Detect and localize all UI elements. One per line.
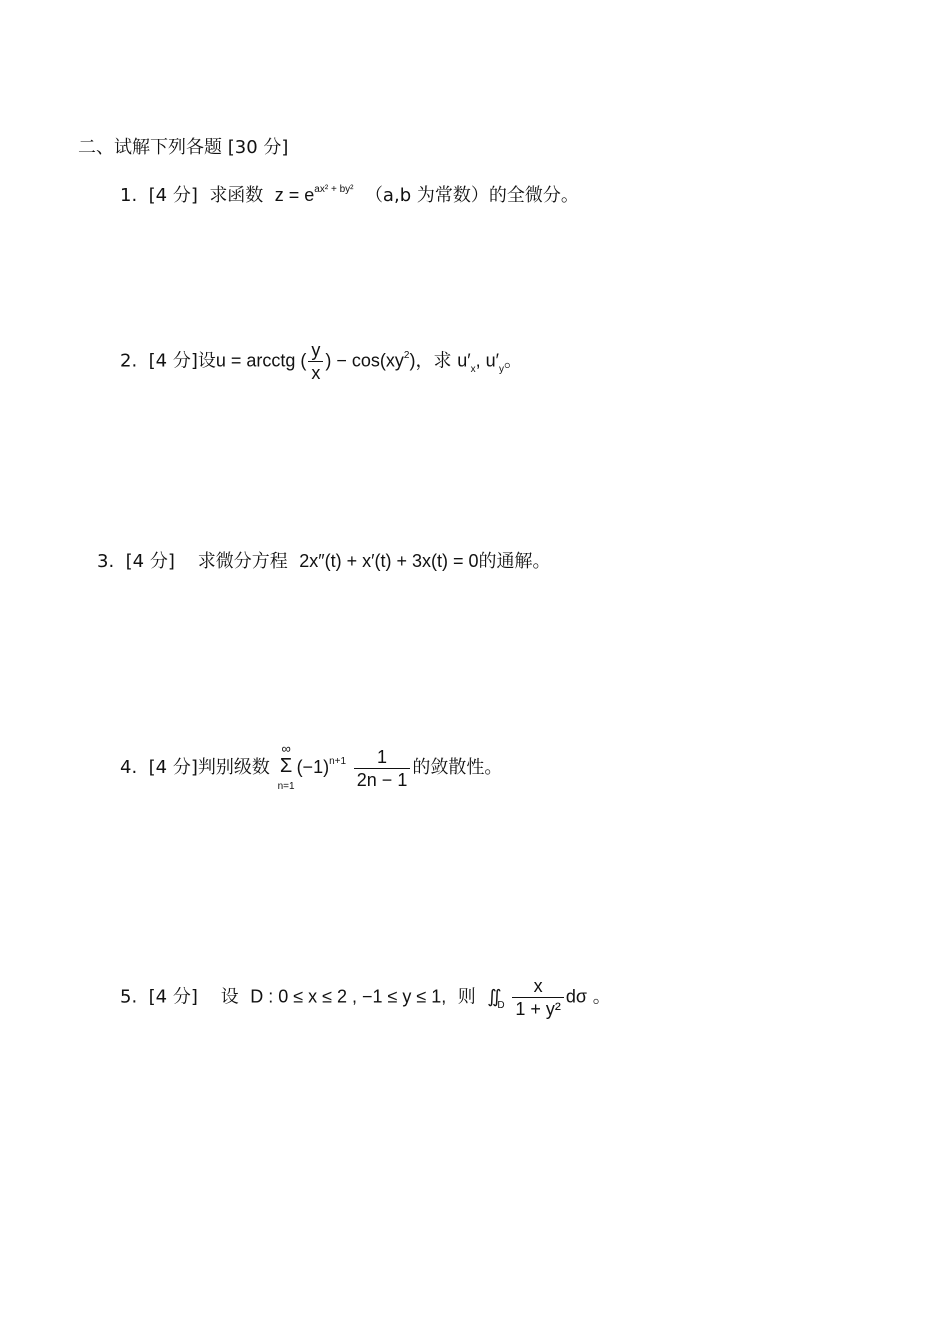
- fraction-denominator: 1 + y²: [515, 999, 561, 1019]
- formula-exponent: ax² + by²: [314, 184, 354, 195]
- problem-text: 求函数: [209, 185, 264, 206]
- problem-3: [97, 550, 551, 573]
- problem-number: 2.: [120, 350, 138, 372]
- problem-number: 4.: [120, 757, 138, 778]
- summation-sigma: Σ: [279, 755, 293, 777]
- double-integral-symbol: ∬: [487, 986, 498, 1007]
- problem-text: 设: [197, 350, 216, 372]
- problem-number: 5.: [120, 986, 138, 1008]
- problem-points: [4 分]: [125, 551, 175, 572]
- problem-4: [120, 742, 502, 794]
- formula-close: ): [409, 350, 416, 371]
- problem-2: [120, 340, 522, 383]
- problem-points: [4 分]: [148, 350, 198, 372]
- problem-text: 求微分方程: [197, 551, 288, 572]
- fraction-numerator: y: [308, 340, 323, 362]
- problem-text-after: 的通解。: [478, 551, 551, 572]
- d-sigma: dσ: [565, 986, 588, 1007]
- problem-1: [120, 184, 579, 210]
- problem-points: [4 分]: [148, 185, 198, 206]
- summation-lower: n=1: [277, 781, 295, 792]
- formula-u: u = arcctg (: [215, 350, 307, 371]
- problem-ask: ，求: [415, 350, 452, 372]
- problem-text: 判别级数: [197, 757, 270, 778]
- formula-cos: ) − cos(xy: [325, 350, 404, 371]
- partial-uy-subscript: y: [499, 363, 504, 375]
- fraction-numerator: 1: [354, 747, 411, 769]
- summation: [278, 742, 295, 794]
- partial-ux-subscript: x: [470, 363, 476, 375]
- problem-then: 则: [457, 986, 476, 1008]
- differential-equation: 2x″(t) + x′(t) + 3x(t) = 0: [299, 551, 479, 571]
- domain-definition: D : 0 ≤ x ≤ 2 , −1 ≤ y ≤ 1,: [250, 986, 447, 1007]
- problem-end: 。: [592, 986, 611, 1008]
- problem-points: [4 分]: [148, 757, 198, 778]
- partial-ux: u′: [457, 350, 471, 371]
- fraction-denominator: 2n − 1: [356, 769, 408, 790]
- fraction-numerator: x: [512, 976, 564, 998]
- problem-end: 。: [504, 350, 522, 372]
- problem-text: 设: [220, 986, 239, 1008]
- problem-text-after: （a,b 为常数）的全微分。: [364, 185, 579, 206]
- series-exponent: n+1: [329, 756, 347, 767]
- fraction-denominator: x: [311, 363, 321, 383]
- problem-text-after: 的敛散性。: [412, 757, 503, 778]
- fraction-y-over-x: [308, 340, 323, 383]
- partial-uy: , u′: [475, 350, 499, 371]
- formula-square: 2: [403, 349, 410, 361]
- series-term: (−1): [296, 757, 330, 777]
- fraction-integrand: [512, 976, 564, 1019]
- problem-points: [4 分]: [148, 986, 198, 1008]
- formula-z: z = e: [274, 185, 315, 205]
- section-title: 二、试解下列各题 [30 分]: [78, 137, 289, 158]
- problem-number: 3.: [97, 551, 115, 572]
- problem-5: [120, 976, 611, 1019]
- integral-subscript: D: [497, 999, 505, 1011]
- summation-upper: ∞: [281, 741, 291, 756]
- fraction-series: [354, 747, 411, 790]
- problem-number: 1.: [120, 185, 138, 206]
